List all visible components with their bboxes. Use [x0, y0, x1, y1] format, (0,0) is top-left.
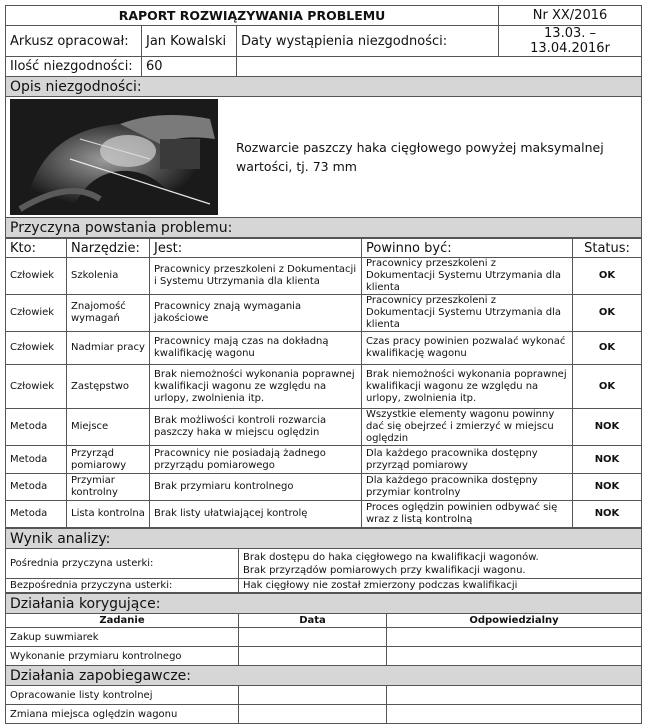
row-status: OK — [573, 332, 642, 365]
table-row — [6, 332, 642, 365]
table-row — [6, 647, 642, 666]
hook-photo — [10, 99, 218, 215]
indirect-cause-value — [239, 549, 642, 579]
problem-report — [5, 5, 641, 724]
table-row — [6, 446, 642, 474]
row-who: Człowiek — [6, 332, 67, 365]
table-row — [6, 686, 642, 705]
row-tool: Przymiar kontrolny — [67, 474, 150, 501]
direct-cause-value: Hak cięgłowy nie został zmierzony podczas kwalifikacji — [239, 579, 642, 593]
preventive-section-label: Działania zapobiegawcze: — [6, 666, 642, 686]
prepared-by-label: Arkusz opracował: — [6, 26, 142, 57]
task-cell: Opracowanie listy kontrolnej — [6, 686, 239, 705]
row-status: NOK — [573, 446, 642, 474]
indirect-cause-label: Pośrednia przyczyna usterki: — [6, 549, 239, 579]
row-who: Człowiek — [6, 365, 67, 409]
count-value: 60 — [142, 57, 237, 77]
table-row — [6, 628, 642, 647]
row-tool: Zastępstwo — [67, 365, 150, 409]
date-cell — [239, 686, 387, 705]
row-is: Brak niemożności wykonania poprawnej kwalifikacji wagonu ze względu na urlopy, zwolnienia itp. — [150, 365, 362, 409]
row-tool: Szkolenia — [67, 258, 150, 295]
analysis-table — [5, 528, 642, 593]
corrective-section-label: Działania korygujące: — [6, 594, 642, 614]
row-who: Metoda — [6, 409, 67, 446]
row-status: OK — [573, 365, 642, 409]
indirect-cause-line: Brak przyrządów pomiarowych przy kwalifikacji wagonu. — [243, 564, 526, 576]
table-row — [6, 365, 642, 409]
row-status: OK — [573, 295, 642, 332]
row-tool: Nadmiar pracy — [67, 332, 150, 365]
empty-cell — [237, 57, 642, 77]
row-is: Pracownicy znają wymagania jakościowe — [150, 295, 362, 332]
row-should: Pracownicy przeszkoleni z Dokumentacji Systemu Utrzymania dla klienta — [362, 295, 573, 332]
row-is: Brak przymiaru kontrolnego — [150, 474, 362, 501]
causes-header-row — [6, 239, 642, 258]
description-row — [6, 97, 642, 218]
task-cell: Zmiana miejsca oględzin wagonu — [6, 705, 239, 724]
col-owner: Odpowiedzialny — [387, 614, 642, 628]
col-date: Data — [239, 614, 387, 628]
causes-table — [5, 238, 642, 528]
dates-label: Daty wystąpienia niezgodności: — [237, 26, 499, 57]
row-tool: Lista kontrolna — [67, 501, 150, 528]
direct-cause-label: Bezpośrednia przyczyna usterki: — [6, 579, 239, 593]
description-text: Rozwarcie paszczy haka cięgłowego powyżej maksymalnej wartości, tj. 73 mm — [236, 140, 604, 174]
analysis-section-label: Wynik analizy: — [6, 529, 642, 549]
col-tool: Narzędzie: — [67, 239, 150, 258]
row-tool: Miejsce — [67, 409, 150, 446]
table-row — [6, 295, 642, 332]
row-should: Dla każdego pracownika dostępny przymiar kontrolny — [362, 474, 573, 501]
row-who: Człowiek — [6, 295, 67, 332]
date-cell — [239, 628, 387, 647]
task-cell: Wykonanie przymiaru kontrolnego — [6, 647, 239, 666]
row-status: NOK — [573, 501, 642, 528]
col-should: Powinno być: — [362, 239, 573, 258]
row-is: Pracownicy nie posiadają żadnego przyrządu pomiarowego — [150, 446, 362, 474]
causes-section-label: Przyczyna powstania problemu: — [6, 218, 642, 238]
row-is: Pracownicy mają czas na dokładną kwalifikację wagonu — [150, 332, 362, 365]
count-label: Ilość niezgodności: — [6, 57, 142, 77]
col-task: Zadanie — [6, 614, 239, 628]
table-row — [6, 501, 642, 528]
report-header — [5, 5, 642, 238]
owner-cell — [387, 686, 642, 705]
row-should: Wszystkie elementy wagonu powinny dać się obejrzeć i zmierzyć w miejscu oględzin — [362, 409, 573, 446]
prepared-by-value: Jan Kowalski — [142, 26, 237, 57]
actions-table — [5, 593, 642, 724]
col-is: Jest: — [150, 239, 362, 258]
table-row — [6, 474, 642, 501]
date-cell — [239, 705, 387, 724]
indirect-cause-line: Brak dostępu do haka cięgłowego na kwalifikacji wagonów. — [243, 551, 539, 563]
table-row — [6, 705, 642, 724]
col-who: Kto: — [6, 239, 67, 258]
table-row — [6, 258, 642, 295]
row-should: Proces oględzin powinien odbywać się wraz z listą kontrolną — [362, 501, 573, 528]
row-who: Człowiek — [6, 258, 67, 295]
description-section-label: Opis niezgodności: — [6, 77, 642, 97]
owner-cell — [387, 705, 642, 724]
row-should: Pracownicy przeszkoleni z Dokumentacji Systemu Utrzymania dla klienta — [362, 258, 573, 295]
row-who: Metoda — [6, 501, 67, 528]
row-who: Metoda — [6, 474, 67, 501]
row-status: OK — [573, 258, 642, 295]
row-tool: Znajomość wymagań — [67, 295, 150, 332]
report-title: RAPORT ROZWIĄZYWANIA PROBLEMU — [6, 6, 499, 26]
row-status: NOK — [573, 474, 642, 501]
row-is: Brak możliwości kontroli rozwarcia paszczy haka w miejscu oględzin — [150, 409, 362, 446]
col-status: Status: — [573, 239, 642, 258]
row-who: Metoda — [6, 446, 67, 474]
dates-value: 13.03. – 13.04.2016r — [499, 26, 642, 57]
table-row — [6, 409, 642, 446]
owner-cell — [387, 628, 642, 647]
task-cell: Zakup suwmiarek — [6, 628, 239, 647]
row-status: NOK — [573, 409, 642, 446]
row-should: Czas pracy powinien pozwalać wykonać kwalifikację wagonu — [362, 332, 573, 365]
row-tool: Przyrząd pomiarowy — [67, 446, 150, 474]
row-is: Pracownicy przeszkoleni z Dokumentacji i Systemu Utrzymania dla klienta — [150, 258, 362, 295]
report-number: Nr XX/2016 — [499, 6, 642, 26]
owner-cell — [387, 647, 642, 666]
row-should: Brak niemożności wykonania poprawnej kwalifikacji wagonu ze względu na urlopy, zwolnienia itp. — [362, 365, 573, 409]
row-is: Brak listy ułatwiającej kontrolę — [150, 501, 362, 528]
date-cell — [239, 647, 387, 666]
row-should: Dla każdego pracownika dostępny przyrząd pomiarowy — [362, 446, 573, 474]
